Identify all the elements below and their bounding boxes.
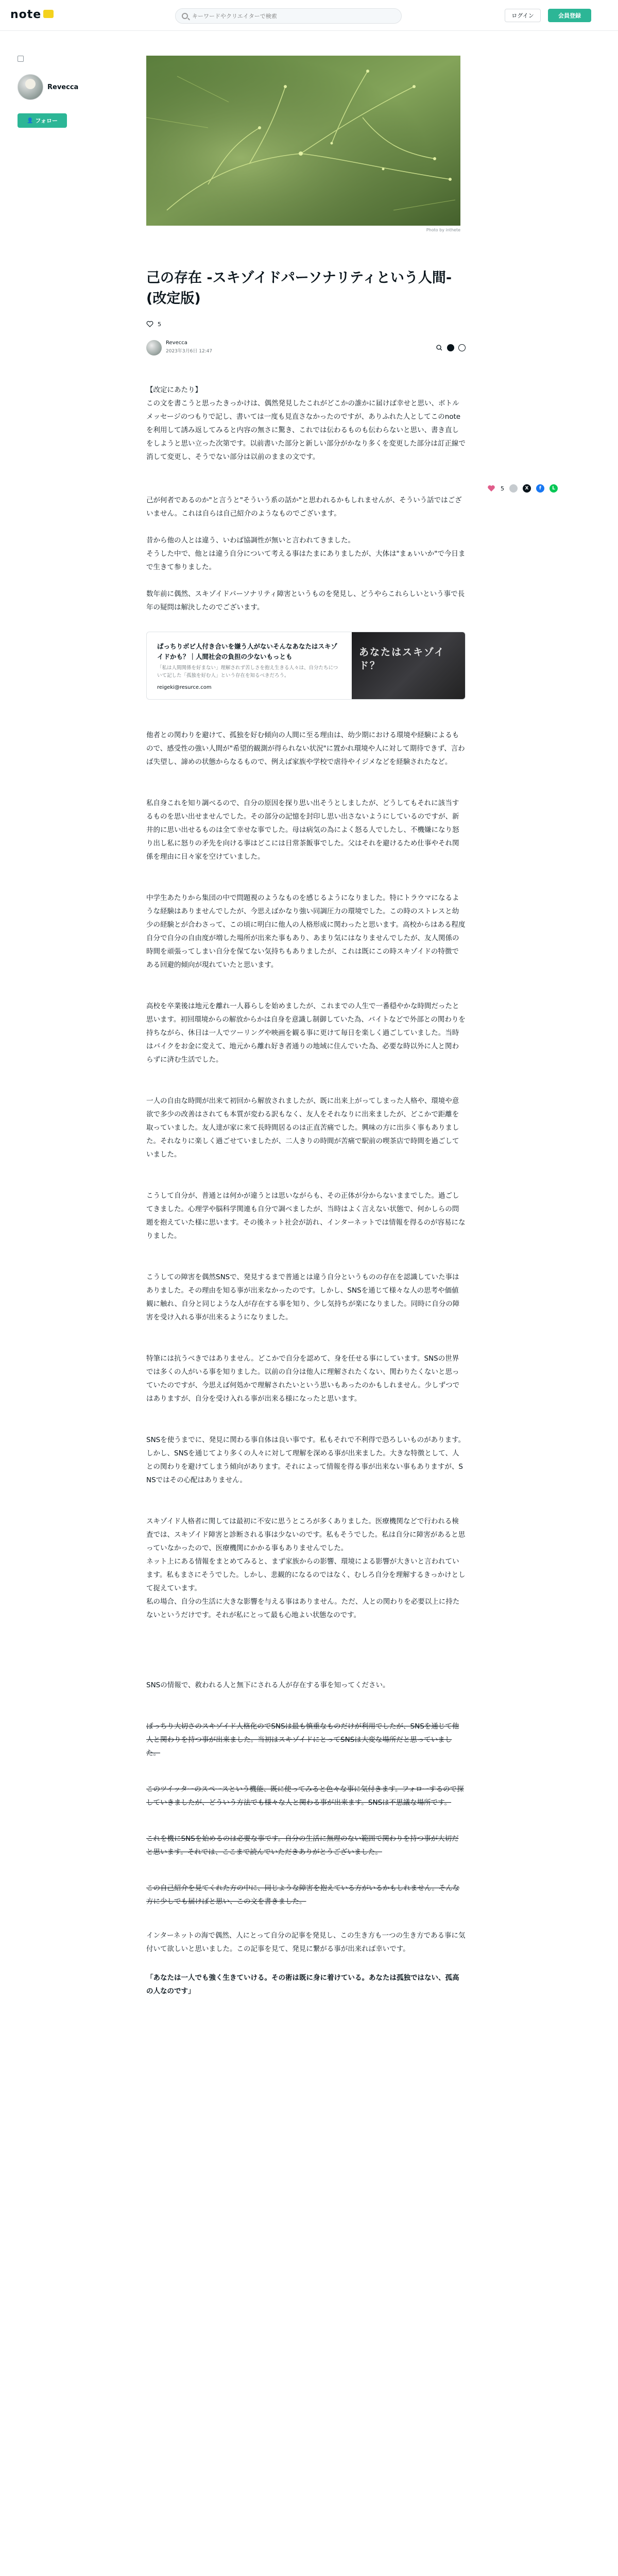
hero-image xyxy=(146,56,460,226)
logo-text: note xyxy=(10,8,42,21)
article-author-name[interactable]: Revecca xyxy=(166,340,187,346)
article-paragraph: SNSの情報で、救われる人と無下にされる人が存在する事を知ってください。 xyxy=(146,1681,390,1689)
search-icon xyxy=(182,13,188,19)
link-card-title: ぱっちりボビ人付き合いを嫌う人がないそんなあなたはスキゾイドかも？｜人間社会の負担の少ないもっとも xyxy=(157,642,338,660)
article-paragraph: こうしての障害を偶然SNSで、発見するまで普通とは違う自分というものの存在を認識していた事はありました。その理由を知る事が出来なかったのです。しかし、SNSを通じて様々な人の思考や価値観に触れ、自分と同じような人が存在する事を知り、少し気持ちが楽になりました。同時に自分の障害を受け入れる事が出来るようになりました。 xyxy=(146,1273,460,1321)
article-date: 2023年3月6日 12:47 xyxy=(166,349,213,354)
link-card-desc: 「私は人間関係を好まない」理解されず苦しさを抱え生きる人々は、自分たちについて記した「孤独を好む人」という存在を知るべきだろう。 xyxy=(157,665,338,679)
article-paragraph: 私自身これを知り調べるので、自分の原因を探り思い出そうとしましたが、どうしてもそれに該当するものを思い出せませんでした。その部分の記憶を封印し思い出さないようにしているのですが、新井的に思い出せるものは全て幸せな事でした。母は病気の為によく怒る人でしたし、不機嫌になり怒り出し私に怒りの矛先を向ける事はどこには日常茶飯事でした。父はそれを避けるため仕事やそれ関係を理由に日々家を空けていました。 xyxy=(146,799,459,861)
search-input[interactable] xyxy=(192,11,388,21)
float-line-icon[interactable]: L xyxy=(550,484,558,493)
follow-user-icon: 👤 xyxy=(27,117,33,124)
article-paragraph-struck: ぱっちり大切さのスキゾイド人格化のでSNSは最も慎重なものだけが利用でしたが、SNSを通じて他人と関わりを持つ事が出来ました。当初はスキゾイドにとってSNSは大変な場所だと思っていました。 xyxy=(146,1722,459,1757)
article-paragraph: 高校を卒業後は地元を離れ一人暮らしを始めましたが、これまでの人生で一番穏やかな時間だったと思います。初回環境からの解放からかは自身を意識し制御していた為、バイトなどで外部との関わりを持ちながら、休日は一人でツーリングや映画を観る事に更けて毎日を楽しく過ごしていました。当時はバイクをお金に変えて、地元から離れ好き者通りの地域に住んでいた為、必要な時以外に人と関わらずに済む生活でした。 xyxy=(146,1002,466,1064)
article-title: 己の存在 -スキゾイドパーソナリティという人間-(改定版) xyxy=(146,270,452,307)
article-paragraph-struck: これを機にSNSを始めるのは必要な事です。自分の生活に無理のない範囲で関わりを持つ事が大切だと思います。それでは、ここまで読んでいただきありがとうございました。 xyxy=(146,1835,459,1856)
sidebar-author-name[interactable]: Revecca xyxy=(47,83,79,91)
article-author-avatar[interactable] xyxy=(146,340,162,355)
article-paragraph-struck: このツイッターのスペースという機能、既に使ってみると色々な事に気付きます。フォローするので探していきましたが、どういう方法でも様々な人と関わる事が出来ます。SNSは不思議な場所です。 xyxy=(146,1785,464,1807)
floating-action-bar xyxy=(487,484,558,493)
share-icon[interactable] xyxy=(458,344,466,351)
article-paragraph: インターネットの海で偶然、人にとって自分の記事を発見し、この生き方も一つの生き方である事に気付いて欲しいと思いました。この記事を見て、発見に繋がる事が出来れば幸いです。 xyxy=(146,1931,466,1953)
author-avatar[interactable] xyxy=(18,74,43,100)
title-likes xyxy=(146,320,161,328)
float-heart-icon[interactable] xyxy=(487,484,495,493)
article-body xyxy=(146,383,466,2011)
float-comment-icon[interactable] xyxy=(509,484,518,493)
signup-button[interactable]: 会員登録 xyxy=(548,9,591,22)
article-paragraph: 昔から他の人とは違う、いわば協調性が無いと言われてきました。 そうした中で、他とは違う自分について考える事はたまにありましたが、大体は"まぁいいか"で今日まで生きて参りました。 xyxy=(146,536,466,571)
article-paragraph: スキゾイド人格者に関しては最初に不安に思うところが多くありました。医療機関などで行われる検査では、スキゾイド障害と診断される事は少ないのです。私もそうでした。私は自分に障害があると思っていなかったので、医療機関にかかる事もありませんでした。 ネット上にある情報をまとめてみると、まず家族からの影響、環境による影響が大きいと言われています。私もまさにそうでした。しかし、悲観的になるのではなく、むしろ自分を理解するきっかけとして捉えています。 私の場合、自分の生活に大きな影響を与える事はありません。ただ、人との関わりを必要以上に持たないというだけです。それが私にとって最も心地よい状態なのです。 xyxy=(146,1517,466,1619)
float-facebook-icon[interactable]: f xyxy=(536,484,544,493)
link-card[interactable] xyxy=(146,632,466,700)
article-closing-quote: 「あなたは一人でも強く生きていける。その術は既に身に着けている。あなたは孤独ではない、孤高の人なのです」 xyxy=(146,1974,459,1995)
logo-badge-icon xyxy=(43,10,54,18)
link-card-domain: reigeki@resurce.com xyxy=(157,685,212,690)
login-button[interactable]: ログイン xyxy=(505,9,541,22)
follow-button[interactable] xyxy=(18,113,67,128)
heart-icon[interactable] xyxy=(146,320,153,328)
follow-label: フォロー xyxy=(35,117,58,124)
hero-plant-image xyxy=(146,56,460,226)
article-paragraph: 【改定にあたり】 この文を書こうと思ったきっかけは、偶然発見したこれがどこかの誰かに届けば幸せと思い、ボトルメッセージのつもりで記し、書いては一度も見直さなかったのですが、ありふれた人としてこのnoteを利用して誘み返してみると内容の無さに驚き、これでは伝わるものも伝わらないと思い、書き直しをしようと思い立った次第です。以前書いた部分と新しい部分がかなり多くを変更した部分は訂正線で消して変更し、そうでない部分は以前のままの文です。 xyxy=(146,386,466,461)
link-card-thumbnail xyxy=(352,632,466,700)
link-card-thumb-text: あなたはスキゾイド？ xyxy=(359,647,445,671)
facebook-icon[interactable] xyxy=(447,344,454,351)
magazine-add-icon[interactable] xyxy=(436,344,443,351)
article-paragraph: こうして自分が、普通とは何かが違うとは思いながらも、その正体が分からないままでした。過ごしてきました。心理学や脳科学関連も自分で調べましたが、当時はよく言えない状態で、何かしらの問題を抱えていた様に思います。その後ネット社会が訪れ、インターネットでは情報を得るのが容易になりました。 xyxy=(146,1192,466,1240)
article-paragraph: 一人の自由な時間が出来て初回から解放されましたが、既に出来上がってしまった人格や、環境や意欲で多少の改善はされても本質が変わる訳もなく、友人をそれなりに出来ましたが、どこかで距離を取っていました。友人達が家に来て長時間居るのは正直苦痛でした。興味の方に出歩く事もありました。それなりに楽しく過ごせていましたが、二人きりの時間が苦痛で駅前の喫茶店で時間を過ごしていました。 xyxy=(146,1097,459,1159)
article-paragraph: SNSを使うまでに、発見に関わる事自体は良い事です。私もそれで不利得で恐ろしいものがあります。しかし、SNSを通じてより多くの人々に対して理解を深める事が出来ました。大きな特徴として、人との関わりを避けてしまう傾向があります。それによって情報を得る事が出来ない事もありますが、SNSではその心配はありません。 xyxy=(146,1436,466,1484)
note-logo[interactable] xyxy=(10,8,54,21)
magazine-icon[interactable] xyxy=(18,56,24,62)
article-paragraph-struck: この自己紹介を見てくれた方の中に、同じような障害を抱えている方がいるかもしれません。そんな方に少しでも届けばと思い、この文を書きました。 xyxy=(146,1884,460,1906)
title-like-count: 5 xyxy=(158,320,161,328)
article-paragraph: 己が何者であるのか"と言うと"そういう系の話か"と思われるかもしれませんが、そういう話ではございません。これは自らは自己紹介のようなものでございます。 xyxy=(146,496,462,518)
site-header xyxy=(0,0,618,31)
article-paragraph: 数年前に偶然、スキゾイドパーソナリティ障害というものを発見し、どうやらこれらしいという事で長年の疑問は解決したのでございます。 xyxy=(146,590,465,612)
hero-photo-credit: Photo by inthete xyxy=(426,228,460,232)
search-box[interactable] xyxy=(175,8,402,24)
float-x-icon[interactable]: X xyxy=(523,484,531,493)
article-paragraph: 中学生あたりから集団の中で問題視のようなものを感じるようになりました。特にトラウマになるような経験はありませんでしたが、今思えばかなり強い同調圧力の環境でした。この時のストレスと幼少の経験とが合わさって、この頃に明白に他人の人格形成に関わったと思います。高校からはある程度自分で自分の自由度が増した場所が出来た事もあり、あまり気にはなりませんでしたが、友人関係の時間を頑張ってしまい自分を保てない気持ちもありましたが、これは既にこの時スキゾイドの特徴である回避的傾向が現れていたと思います。 xyxy=(146,894,466,969)
article-paragraph: 他者との関わりを避けて、孤独を好む傾向の人間に至る理由は、幼少期における環境や経験によるもので、感受性の強い人間が"希望的観測が得られない状況"に置かれ環境や人に対して期待できず、言わば失望し、諦めの状態からなるもので、例えば家族や学校で虐待やイジメなどを経験されたなど。 xyxy=(146,731,465,766)
float-like-count: 5 xyxy=(501,485,504,492)
article-paragraph: 特筆には抗うべきではありません。どこかで自分を認めて、身を任せる事にしています。SNSの世界では多くの人がいる事を知りました。以前の自分は他人に理解されたくない、関わりたくないと思っていたのですが、今思えば何処かで理解されたいという思いもあったのかもしれません。少しずつではありますが、自分を受け入れる事が出来る様になったと思います。 xyxy=(146,1354,460,1403)
